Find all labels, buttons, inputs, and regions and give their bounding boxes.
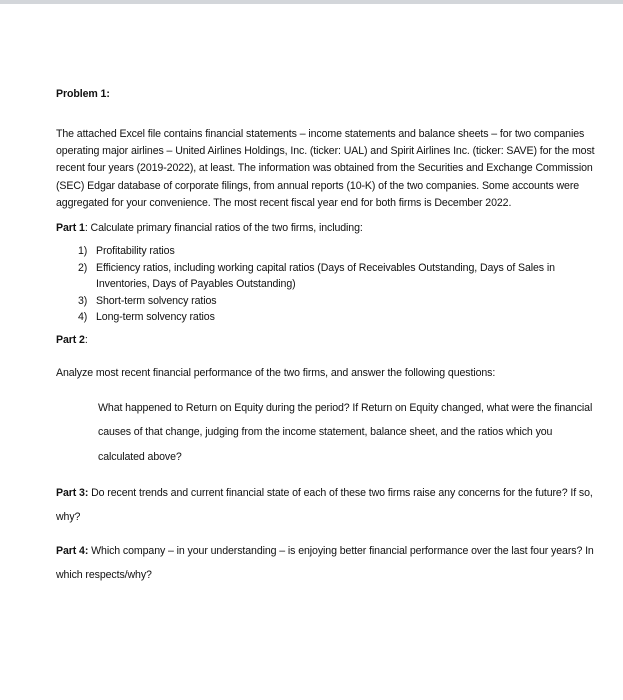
list-item-text: Profitability ratios	[96, 245, 175, 258]
list-item-number: 4)	[78, 311, 88, 324]
part2-analyze-text: Analyze most recent financial performance of the two firms, and answer the following questions:	[56, 366, 496, 379]
part3-label: Part 3:	[56, 487, 89, 500]
part4-label: Part 4:	[56, 545, 89, 558]
list-item-text: Long-term solvency ratios	[96, 311, 215, 324]
list-item	[56, 260, 601, 293]
part4-text: Which company – in your understanding – is enjoying better financial performance over the last four years? In which respects/why?	[56, 545, 594, 582]
part2-label: Part 2	[56, 333, 85, 346]
document-page	[56, 86, 601, 587]
list-item-text: Short-term solvency ratios	[96, 294, 217, 307]
ratio-list	[56, 243, 601, 326]
list-item-number: 3)	[78, 294, 88, 307]
part1-text: : Calculate primary financial ratios of the two firms, including:	[84, 222, 363, 235]
part4-paragraph	[56, 539, 601, 587]
part2-question: What happened to Return on Equity during the period? If Return on Equity changed, what were the financial causes of that change, judging from the income statement, balance sheet, and the ratios which you calculated above?	[98, 401, 593, 463]
top-border-bar	[0, 0, 623, 4]
list-item-number: 2)	[78, 261, 88, 274]
part3-paragraph	[56, 481, 601, 529]
list-item	[56, 243, 601, 260]
part1-label: Part 1	[56, 222, 85, 235]
part1-paragraph	[56, 220, 601, 237]
part2-colon: :	[84, 333, 88, 346]
list-item-number: 1)	[78, 245, 88, 258]
part3-text: Do recent trends and current financial state of each of these two firms raise any concerns for the future? If so, why?	[56, 487, 593, 524]
problem-title: Problem 1:	[56, 88, 110, 100]
intro-paragraph: The attached Excel file contains financial statements – income statements and balance sheets – for two companies operating major airlines – United Airlines Holdings, Inc. (ticker: UAL) and Spirit Airlines Inc. (ticker: SAVE) for the most recent four years (2019-2022), at least. The information was obtained from the Securities and Exchange Commission (SEC) Edgar database of corporate filings, from annual reports (10-K) of the two companies. Some accounts were aggregated for your convenience. The most recent fiscal year end for both firms is December 2022.	[56, 128, 595, 209]
list-item	[56, 293, 601, 310]
part2-heading	[56, 332, 601, 349]
list-item	[56, 309, 601, 326]
list-item-text: Efficiency ratios, including working capital ratios (Days of Receivables Outstanding, Days of Sales in Inventories, Days of Payables Outstanding)	[96, 261, 555, 291]
